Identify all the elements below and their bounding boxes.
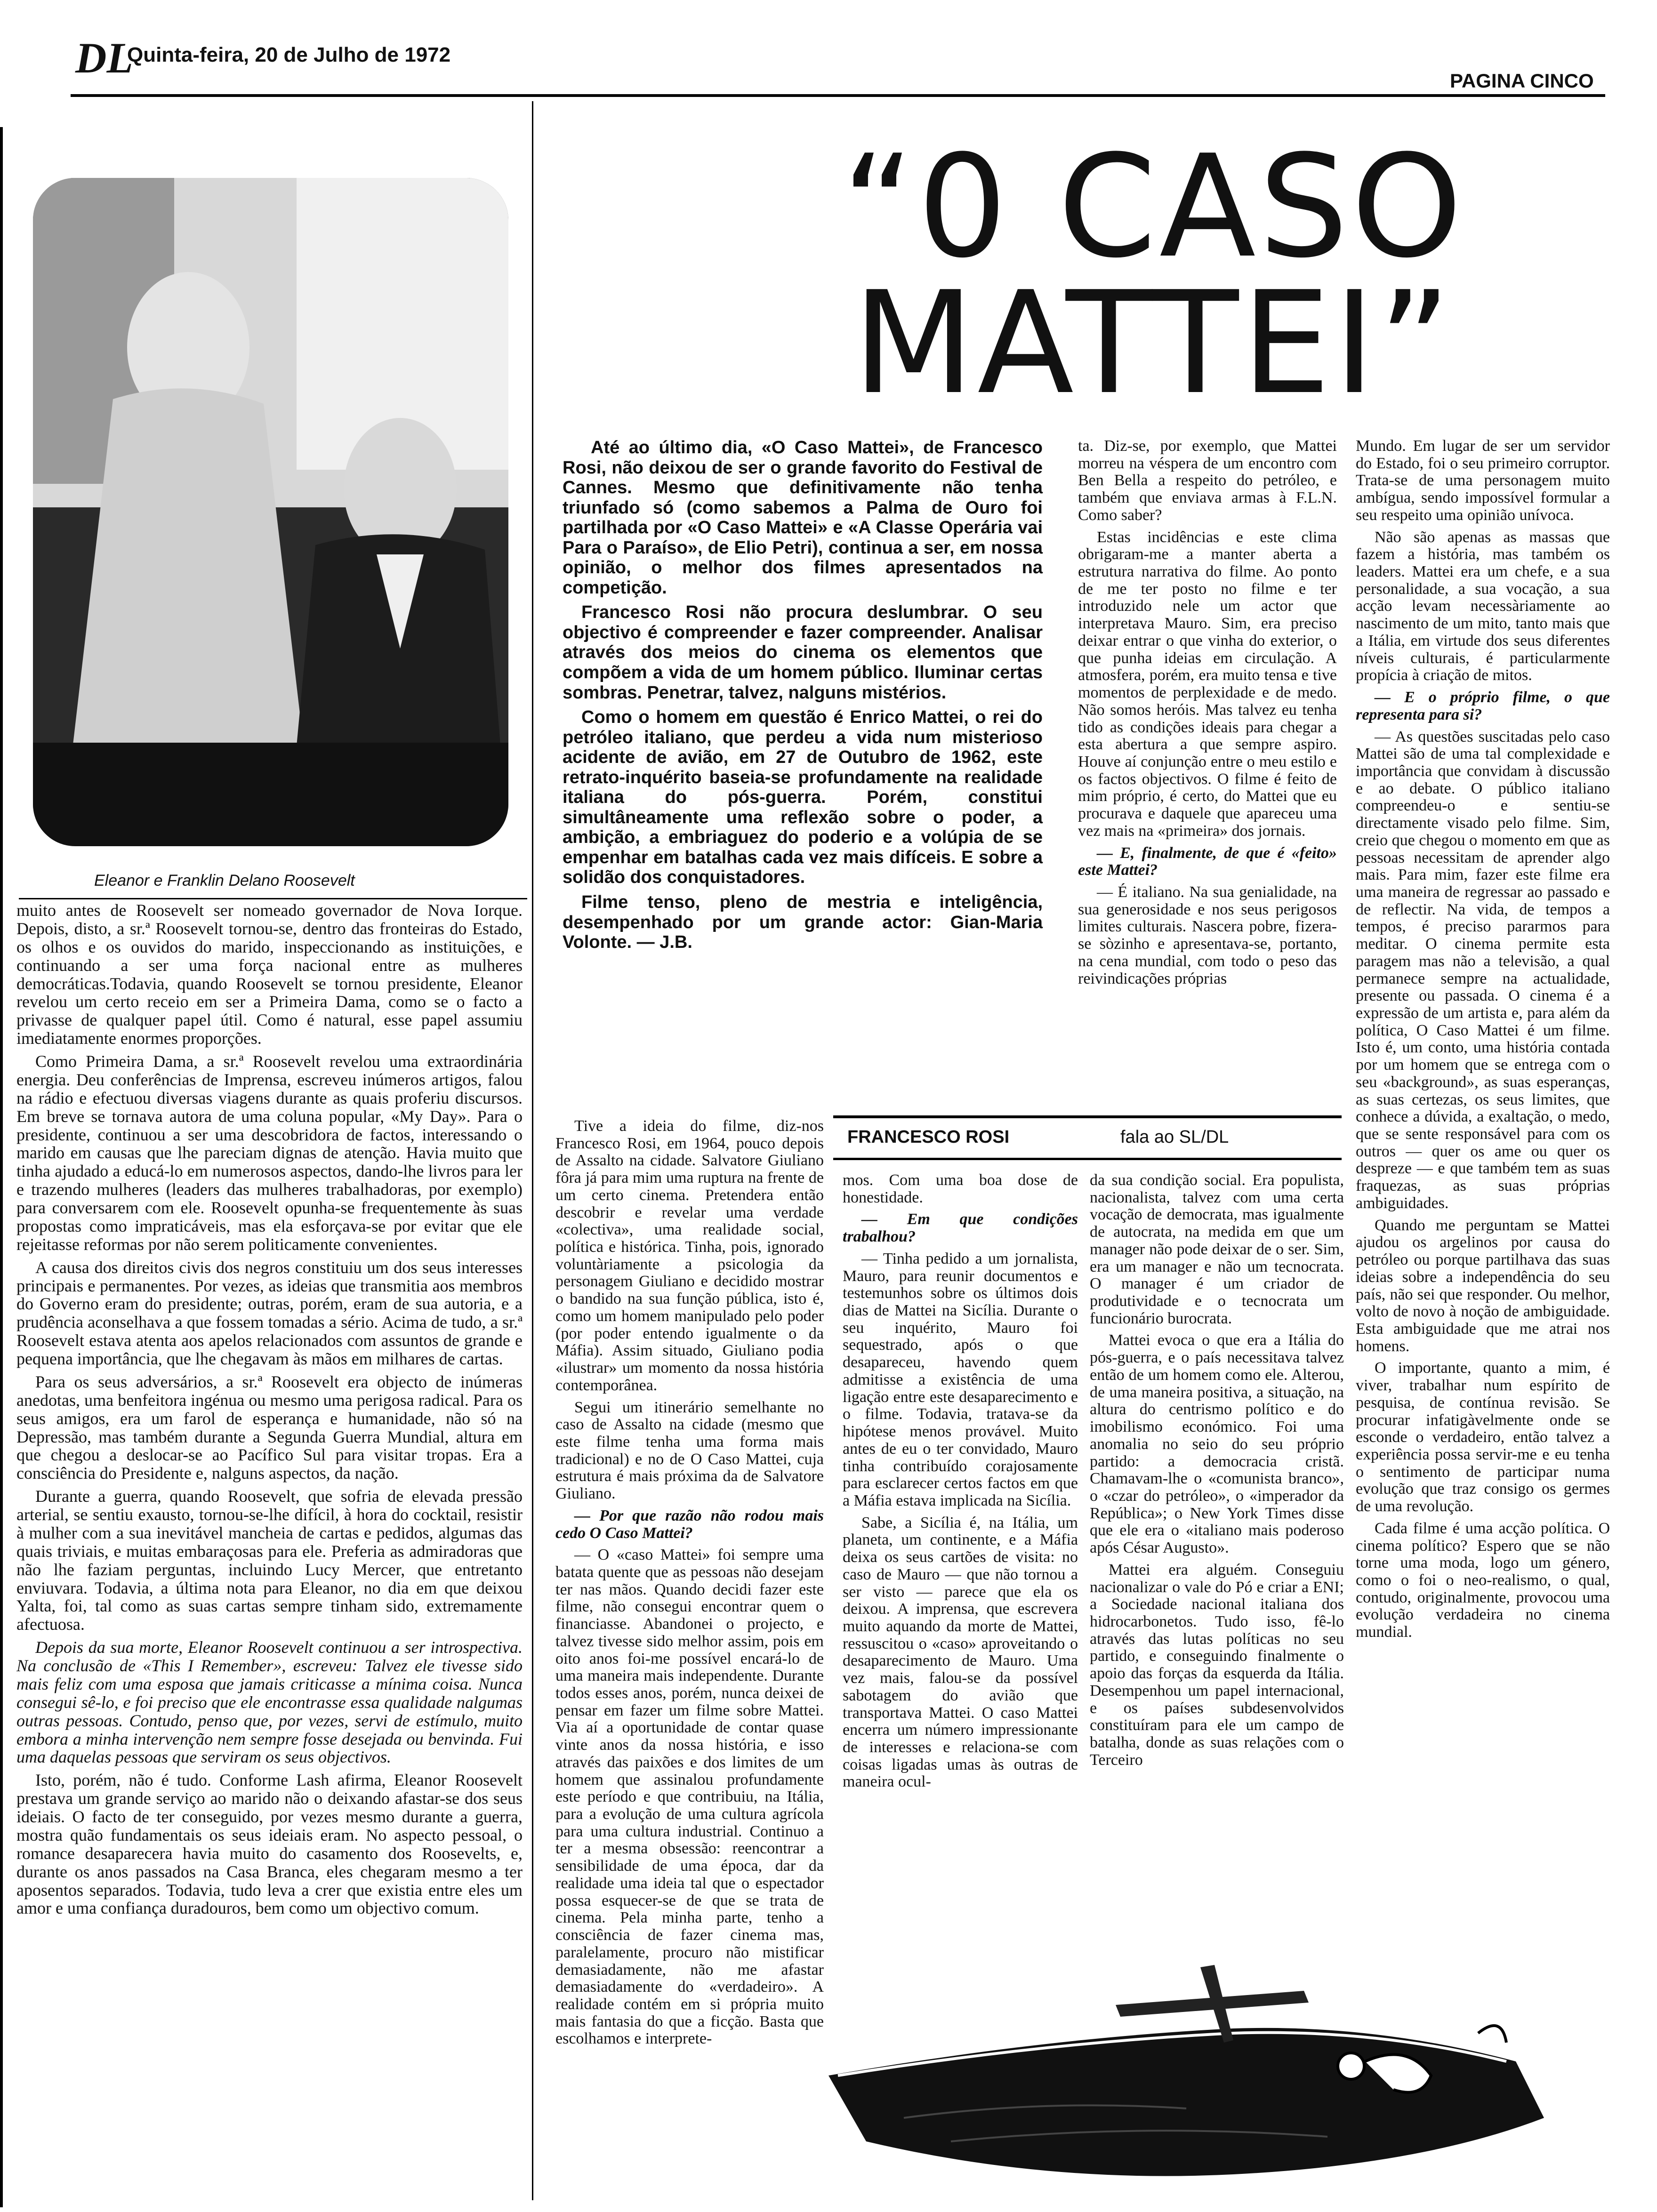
interview-paragraph: ta. Diz-se, por exemplo, que Mattei morreu na véspera de um encontro com Ben Bella a respeito do petróleo, e também que enviava armas à F.L.N. Como saber? (1078, 437, 1337, 524)
intro-paragraph: Filme tenso, pleno de mestria e inteligência, desempenhado por um grande actor: Gian-Maria Volonte. — J.B. (563, 892, 1043, 953)
interview-paragraph: Mattei era alguém. Conseguiu nacionalizar o vale do Pó e criar a ENI; a Sociedade nacional italiana dos hidrocarbonetos. Tudo isso, fê-lo através das lutas políticas no seu partido, e conseguindo finalmente o apoio das forças da esquerda da Itália. Desempenhou um papel internacional, e os países subdesenvolvidos constituíram para ele um campo de batalha, donde as suas relações com o Terceiro (1090, 1561, 1344, 1769)
interview-paragraph: mos. Com uma boa dose de honestidade. (843, 1171, 1078, 1206)
photo-caption: Eleanor e Franklin Delano Roosevelt (94, 872, 355, 890)
roosevelt-photo (33, 178, 508, 846)
interview-question: — E o próprio filme, o que representa para si? (1356, 689, 1610, 723)
interview-paragraph: Quando me perguntam se Mattei ajudou os argelinos por causa do petróleo ou porque partilhava das suas ideias sobre a independência do seu país, não sei que responder. Ou melhor, volto de novo à noção de ambiguidade. Esta ambiguidade que me atrai nos homens. (1356, 1216, 1610, 1355)
interview-paragraph: Tive a ideia do filme, diz-nos Francesco Rosi, em 1964, pouco depois de Assalto na cidade. Salvatore Giuliano fôra já para mim uma ruptura na frente de um certo cinema. Pretendera então descobrir e revelar uma verdade «colectiva», uma realidade social, política e histórica. Tinha, pois, ignorado voluntàriamente a psicologia da personagem Giuliano e decidido mostrar o bandido na sua função pública, isto é, como um homem manipulado pelo poder (por poder entendo igualmente o da Máfia). Assim situado, Giuliano podia «ilustrar» um momento da nossa história contemporânea. (555, 1117, 824, 1394)
interview-question: — Em que condições trabalhou? (843, 1210, 1078, 1246)
left-column-divider (532, 101, 533, 2200)
interview-column-2 (843, 1172, 1078, 1795)
left-paragraph: Isto, porém, não é tudo. Conforme Lash afirma, Eleanor Roosevelt prestava um grande serviço ao marido não o deixando afastar-se dos seus ideiais. O facto de ter conseguido, por vezes mesmo durante a guerra, mostra quão fundamentais os seus ideiais eram. No aspecto pessoal, o romance desaparecera havia muito do casamento dos Roosevelts, e, durante os anos passados na Casa Branca, eles chegaram mesmo a ter aposentos separados. Todavia, tudo leva a crer que existia entre eles um amor e uma confiança duradouros, bem como um objectivo comum. (16, 1771, 523, 1918)
intro-paragraph: Até ao último dia, «O Caso Mattei», de Francesco Rosi, não deixou de ser o grande favorito do Festival de Cannes. Mesmo que definitivamente não tenha triunfado só (como sabemos a Palma de Ouro foi partilhada por «O Caso Mattei» e «A Classe Operária vai Para o Paraíso», de Elio Petri), continua a ser, em nossa opinião, o melhor dos filmes apresentados na competição. (563, 438, 1043, 598)
caption-rule (19, 898, 527, 899)
interview-paragraph: Não são apenas as massas que fazem a história, mas também os leaders. Mattei era um chefe, e a sua personalidade, a sua vocação, a sua acção levam necessàriamente ao nascimento de um mito, tanto mais que a Itália, em virtude dos seus diferentes níveis culturais, é particularmente propícia à criação de mitos. (1356, 528, 1610, 684)
left-paragraph: Depois da sua morte, Eleanor Roosevelt continuou a ser introspectiva. Na conclusão de «This I Remember», escreveu: Talvez ele tivesse sido mais feliz com uma esposa que jamais criticasse a mínima coisa. Nunca consegui sê-lo, e foi preciso que ele encontrasse essa qualidade nalgumas outras pessoas. Contudo, penso que, por vezes, servi de estímulo, muito embora a minha intervenção nem sempre fosse desejada ou benvinda. Fui uma daquelas pessoas que serviram os seus objectivos. (16, 1638, 523, 1767)
left-edge-rule (0, 127, 3, 2207)
interview-paragraph: Cada filme é uma acção política. O cinema político? Espero que se não torne uma moda, logo um género, como o foi o neo-realismo, o qual, contudo, originalmente, provocou uma evolução verdadeira no cinema mundial. (1356, 1519, 1610, 1641)
left-paragraph: Como Primeira Dama, a sr.ª Roosevelt revelou uma extraordinária energia. Deu conferências de Imprensa, escreveu inúmeros artigos, falou na rádio e efectuou diversas viagens durante as quais proferiu discursos. Em breve se tornava autora de uma coluna popular, «My Day». Para o presidente, continuou a ser uma descobridora de factos, interessando o marido em causas que lhe pareciam dignas de atenção. Havia muito que tinha ajudado a educá-lo em numerosos aspectos, dando-lhe livros para ler e trazendo mulheres (leaders das mulheres trabalhadoras, por exemplo) para conversarem com ele. Roosevelt opunha-se frequentemente às suas propostas como impraticáveis, mas ela esforçava-se por evitar que ele rejeitasse reformas por não serem politicamente convenientes. (16, 1052, 523, 1254)
interview-paragraph: Estas incidências e este clima obrigaram-me a manter aberta a estrutura narrativa do filme. Ao ponto de me ter posto no filme e ter introduzido nele um actor que interpretava Mauro. Sim, era preciso deixar entrar o que vinha do exterior, o que punha ideias em circulação. A atmosfera, porém, era muito tensa e tive momentos de perplexidade e de medo. Não somos heróis. Mas talvez eu tenha tido as condições ideais para chegar a esta abertura a que sempre aspiro. Houve aí conjunção entre o meu estilo e os factos objectivos. O filme é feito de mim próprio, é certo, do Mattei que eu procurava e daquele que apareceu uma vez mais na «primeira» dos jornais. (1078, 528, 1337, 840)
interview-paragraph: Sabe, a Sicília é, na Itália, um planeta, um continente, e a Máfia deixa os seus cartões de visita: no caso de Mauro — que não tornou a ser visto — parece que ela os deixou. A imprensa, que escrevera muito aquando da morte de Mattei, ressuscitou o «caso» aproveitando o desaparecimento de Mauro. Uma vez mais, falou-se da possível sabotagem do avião que transportava Mattei. O caso Mattei encerra um número impressionante de interesses e relaciona-se com coisas ligadas umas às outras de maneira ocul- (843, 1514, 1078, 1791)
interview-column-4 (1356, 438, 1610, 1646)
interview-question: — Por que razão não rodou mais cedo O Caso Mattei? (555, 1507, 824, 1542)
interview-column-3-lower (1090, 1172, 1344, 1773)
interview-paragraph: Segui um itinerário semelhante no caso de Assalto na cidade (mesmo que este filme tenha uma forma mais tradicional) e no de O Caso Mattei, cuja estrutura é mais próxima da de Salvatore Giuliano. (555, 1398, 824, 1503)
intro-text (563, 438, 1043, 957)
interview-paragraph: Mattei evoca o que era a Itália do pós-guerra, e o país necessitava talvez então de um homem como ele. Alterou, de uma maneira positiva, a situação, na altura do centrismo político e do imobilismo económico. Foi uma anomalia no seio do seu próprio partido: a democracia cristã. Chamavam-lhe o «comunista branco», o «czar do petróleo», o «imperador da República»; o New York Times disse que ele era o «italiano mais poderoso após César Augusto». (1090, 1331, 1344, 1557)
plane-crash-illustration (810, 1920, 1610, 2203)
interview-column-1 (555, 1118, 824, 2200)
interview-banner-tail: fala ao SL/DL (1120, 1127, 1229, 1147)
interview-paragraph: — O «caso Mattei» foi sempre uma batata quente que as pessoas não desejam ter nas mãos. Quando decidi fazer este filme, não consegui encontrar quem o financiasse. Abandonei o projecto, e talvez tivesse sido melhor assim, pois em oito anos foi-me possível encará-lo de uma maneira mais independente. Durante todos esses anos, porém, nunca deixei de pensar em fazer um filme sobre Mattei. Via aí a oportunidade de contar quase vinte anos da nossa história, e isso através das paixões e dos limites de um homem que assinalou profundamente este período e que contribuiu, na Itália, para a evolução de uma cultura agrícola para uma cultura industrial. Continuo a ter a mesma obsessão: reencontrar a sensibilidade de uma época, dar da realidade uma ideia tal que o espectador possa esquecer-se de que se trata de cinema. Pela minha parte, tenho a consciência de fazer cinema mas, paralelamente, procuro não mistificar demasiadamente, não me afastar demasiadamente do «verdadeiro». A realidade contém em si própria muito mais fantasia do que a ficção. Basta que escolhamos e interprete- (555, 1546, 824, 2048)
interview-paragraph: — É italiano. Na sua genialidade, na sua generosidade e nos seus perigosos limites culturais. Nascera pobre, fizera-se sòzinho e apresentava-se, portanto, na cena mundial, com todo o peso das reivindicações próprias (1078, 883, 1337, 987)
interview-paragraph: Mundo. Em lugar de ser um servidor do Estado, foi o seu primeiro corruptor. Trata-se de uma personagem muito ambígua, sendo impossível formular a seu respeito uma opinião unívoca. (1356, 437, 1610, 524)
intro-paragraph: Francesco Rosi não procura deslumbrar. O seu objectivo é compreender e fazer compreender. Analisar através dos meios do cinema os elementos que compõem a vida de um homem público. Iluminar certas sombras. Penetrar, talvez, nalguns mistérios. (563, 602, 1043, 703)
article-title-line1: “0 CASO (841, 125, 1465, 289)
left-paragraph: Para os seus adversários, a sr.ª Roosevelt era objecto de inúmeras anedotas, uma benfeitora ingénua ou mesmo uma perigosa radical. Para os seus amigos, era um farol de esperança e humanidade, não só na Depressão, mas também durante a Segunda Guerra Mundial, altura em que chegou a deslocar-se ao Pacífico Sul para visitar tropas. Era a consciência do Presidente e, nalguns aspectos, da nação. (16, 1372, 523, 1483)
left-paragraph: Durante a guerra, quando Roosevelt, que sofria de elevada pressão arterial, se sentiu exausto, tornou-se-lhe difícil, à hora do cocktail, resistir à mulher com a sua inevitável mancheia de cartas e pedidos, algumas das quais triviais, e muitas embaraçosas para ele. Preferia as admiradoras que não lhe faziam perguntas, incluindo Lucy Mercer, que entretanto enviuvara. Todavia, a última nota para Eleanor, no dia em que deixou Yalta, foi, tal como as suas cartas sempre tinham sido, extremamente afectuosa. (16, 1487, 523, 1634)
interview-question: — E, finalmente, de que é «feito» este Mattei? (1078, 844, 1337, 879)
left-paragraph: A causa dos direitos civis dos negros constituiu um dos seus interesses principais e permanentes. Por vezes, as ideias que transmitia aos membros do Governo eram do presidente; outras, porém, eram de sua autoria, e a prudência aconselhava a que fossem tomadas a sério. Acima de tudo, a sr.ª Roosevelt estava atenta aos apelos relacionados com assuntos de grande e pequena importância, que lhe chegavam às mãos em milhares de cartas. (16, 1258, 523, 1368)
interview-banner-name: FRANCESCO ROSI (847, 1127, 1010, 1147)
interview-paragraph: — Tinha pedido a um jornalista, Mauro, para reunir documentos e testemunhos sobre os últimos dois dias de Mattei na Sicília. Durante o seu inquérito, Mauro foi sequestrado, após o que desapareceu, havendo quem admitisse a existência de uma ligação entre este desaparecimento e o filme. Todavia, tratava-se da hipótese menos provável. Muito antes de eu o ter convidado, Mauro tinha contribuído corajosamente para esclarecer certos factos em que a Máfia estava implicada na Sicília. (843, 1250, 1078, 1509)
interview-paragraph: O importante, quanto a mim, é viver, trabalhar num espírito de pesquisa, de contínua revisão. Se procurar infatigàvelmente onde se esconde o verdadeiro, então talvez a experiência possa servir-me e eu tenha o sentimento de participar numa evolução que traz consigo os germes de uma revolução. (1356, 1359, 1610, 1515)
banner-rule-bottom (833, 1158, 1342, 1160)
page-label: PAGINA CINCO (1450, 70, 1594, 92)
photo-illustration (33, 178, 508, 846)
interview-column-3-upper (1078, 438, 1337, 992)
article-title-line2: MATTEI” (853, 261, 1454, 425)
intro-paragraph: Como o homem em questão é Enrico Mattei, o rei do petróleo italiano, que perdeu a vida num misterioso acidente de avião, em 27 de Outubro de 1962, este retrato-inquérito baseia-se profundamente na realidade italiana do pós-guerra. Porém, constitui simultâneamente uma reflexão sobre o poder, a ambição, a embriaguez do poderio e a volúpia de se empenhar em batalhas cada vez mais difíceis. E sobre a solidão dos conquistadores. (563, 707, 1043, 888)
left-article-body (16, 901, 523, 2191)
header-rule (71, 94, 1605, 97)
interview-paragraph: da sua condição social. Era populista, nacionalista, talvez com uma certa vocação de democrata, mas igualmente de autocrata, na medida em que um manager não pode deixar de o ser. Sim, era um manager e não um tecnocrata. O manager é um criador de produtividade e o tecnocrata um funcionário burocrata. (1090, 1171, 1344, 1327)
header-date: Quinta-feira, 20 de Julho de 1972 (127, 43, 451, 66)
newspaper-logo: DL (75, 34, 133, 82)
left-paragraph: muito antes de Roosevelt ser nomeado governador de Nova Iorque. Depois, disto, a sr.ª Roosevelt tornou-se, dentro das fronteiras do Estado, os olhos e os ouvidos do marido, inspeccionando as instituições, e continuando a ser uma força nacional entre as mulheres democráticas.Todavia, quando Roosevelt se tornou presidente, Eleanor revelou um certo receio em ser a Primeira Dama, como se o facto a privasse de qualquer papel útil. Como é natural, esse papel assumiu imediatamente enormes proporções. (16, 901, 523, 1048)
crash-drawing (810, 1920, 1610, 2203)
banner-rule-top (833, 1115, 1342, 1118)
interview-paragraph: — As questões suscitadas pelo caso Mattei são de uma tal complexidade e importância que convidam à discussão e ao debate. O público italiano compreendeu-o e sentiu-se directamente visado pelo filme. Sim, creio que chegou o momento em que as pessoas necessitam de aprender algo mais. Para mim, fazer este filme era uma maneira de regressar ao passado e de reflectir. Na vida, de tempos a tempos, é preciso pararmos para meditar. O cinema permite esta paragem mas não a televisão, a qual permanece sempre na actualidade, presente ou passada. O cinema é a expressão de um artista e, para além da política, O Caso Mattei é um filme. Isto é, um conto, uma história contada por um homem que se entrega com o seu «background», as suas esperanças, as suas certezas, os seus limites, que conhece a dúvida, a exaltação, o medo, que se sente responsável para com os outros — quer os ame ou quer os despreze — e que também tem as suas fraquezas, as suas próprias ambiguidades. (1356, 728, 1610, 1212)
